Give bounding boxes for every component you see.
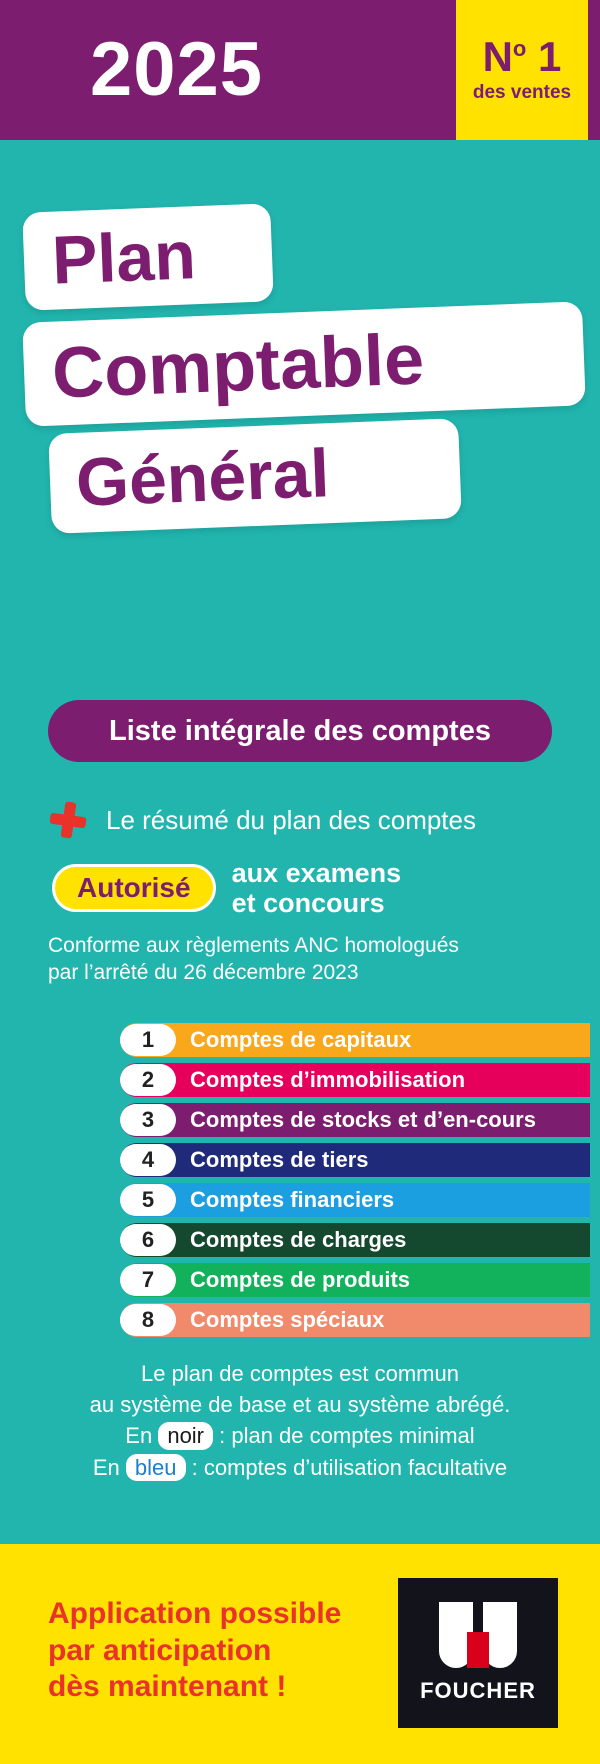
legend-line-2: au système de base et au système abrégé. (89, 1392, 511, 1418)
foucher-mark-icon (439, 1602, 517, 1668)
account-class-label: Comptes de produits (190, 1267, 411, 1292)
footer-line-2: par anticipation (48, 1633, 272, 1667)
account-class-number: 4 (120, 1144, 176, 1176)
exam-allowed-line-2: et concours (231, 888, 385, 919)
legend-line-1: Le plan de comptes est commun (141, 1361, 459, 1386)
footer-line-3: dès maintenant ! (48, 1670, 287, 1704)
compliance-line-1: Conforme aux règlements ANC homologués (48, 934, 459, 957)
account-class-number: 2 (120, 1064, 176, 1096)
legend-line-3 (40, 1420, 560, 1451)
compliance-line-2: par l’arrêté du 26 décembre 2023 (48, 961, 359, 985)
account-class-row (120, 1180, 590, 1220)
summary-text: Le résumé du plan des comptes (106, 804, 476, 835)
account-class-number: 6 (120, 1224, 176, 1256)
plus-icon (48, 800, 88, 840)
legend-line-4-pre: En (92, 1454, 126, 1480)
account-class-row (120, 1020, 590, 1060)
legend-line-3-post: : plan de comptes minimal (213, 1423, 475, 1449)
publisher-logo (398, 1578, 558, 1728)
account-class-label: Comptes de charges (190, 1227, 407, 1252)
account-class-label: Comptes d’immobilisation (190, 1067, 466, 1092)
title-line-2: Comptable (22, 301, 586, 426)
legend-line-4 (40, 1452, 560, 1483)
legend-chip-bleu: bleu (126, 1454, 186, 1482)
exam-allowed-text (232, 858, 402, 918)
footer-line-1: Application possible (48, 1597, 342, 1630)
account-class-label: Comptes de stocks et d’en-cours (190, 1107, 536, 1132)
legend-chip-noir: noir (158, 1422, 213, 1450)
bestseller-badge (456, 0, 588, 140)
legend-line-3-pre: En (125, 1423, 159, 1449)
account-class-label: Comptes spéciaux (190, 1307, 385, 1332)
badge-number: $N^o$ 1 (482, 33, 562, 80)
account-class-label: Comptes de capitaux (190, 1027, 412, 1052)
account-class-row (120, 1100, 590, 1140)
exam-allowed-line-1: aux examens (231, 858, 402, 888)
account-class-label: Comptes financiers (190, 1187, 395, 1212)
legend-text (40, 1358, 560, 1483)
footer-text (48, 1596, 378, 1706)
summary-row (48, 800, 568, 840)
title-block (0, 190, 600, 590)
year-label: 2025 (90, 27, 264, 112)
account-class-label: Comptes de tiers (190, 1147, 369, 1172)
account-class-row (120, 1220, 590, 1260)
footer-band (0, 1544, 600, 1764)
account-class-number: 5 (120, 1184, 176, 1216)
account-class-row (120, 1060, 590, 1100)
logo-red-bar (467, 1632, 489, 1668)
account-class-number: 8 (120, 1304, 176, 1336)
subtitle-pill: Liste intégrale des comptes (48, 700, 552, 762)
legend-line-4-post: : comptes d’utilisation facultative (185, 1454, 508, 1480)
badge-subtitle: des ventes (472, 82, 572, 103)
account-class-number: 3 (120, 1104, 176, 1136)
account-class-row (120, 1140, 590, 1180)
exam-allowed-row (52, 858, 572, 918)
title-line-1: Plan (22, 203, 274, 310)
title-line-3: Général (48, 418, 462, 534)
account-class-list (120, 1020, 590, 1340)
autorise-chip: Autorisé (52, 864, 216, 912)
account-class-number: 7 (120, 1264, 176, 1296)
account-class-row (120, 1260, 590, 1300)
account-class-number: 1 (120, 1024, 176, 1056)
compliance-note (48, 932, 558, 987)
publisher-name: FOUCHER (420, 1678, 536, 1703)
account-class-row (120, 1300, 590, 1340)
